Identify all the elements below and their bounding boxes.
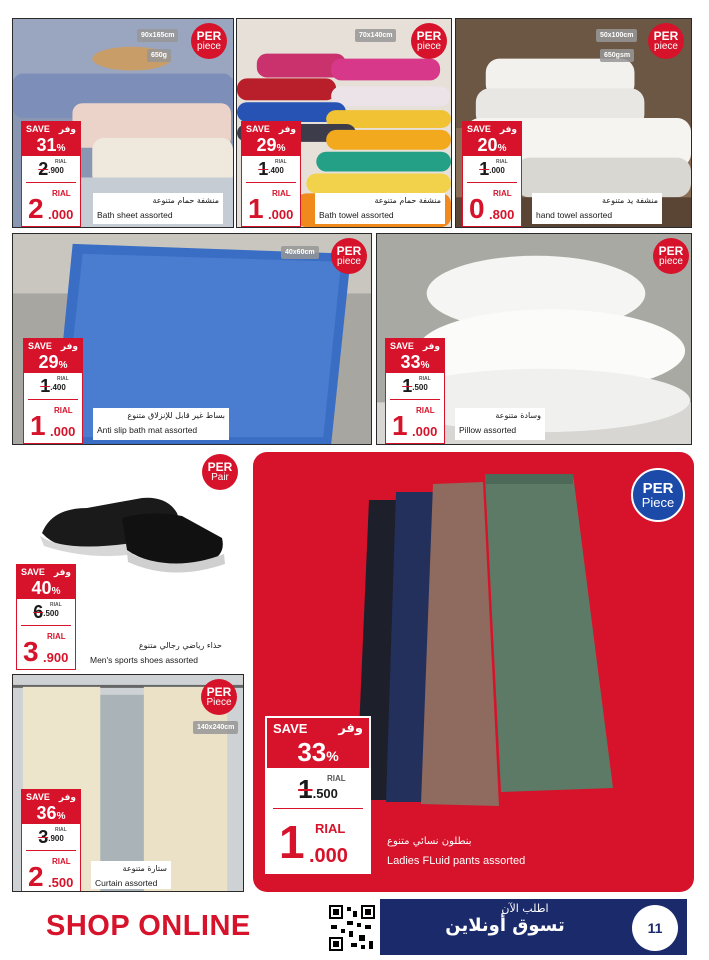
product-bath-mat[interactable]: [12, 233, 372, 445]
price-tag: [21, 789, 81, 892]
save-label-ar: وفر: [58, 123, 76, 134]
size-label: 70x140cm: [355, 29, 396, 42]
new-price: 2 RIAL .500: [28, 857, 74, 892]
name-ar: بساط غير قابل للإنزلاق متنوع: [127, 411, 225, 420]
name-ar: وسادة متنوعة: [495, 411, 541, 420]
save-label-ar: وفر: [499, 123, 517, 134]
save-label-ar: وفر: [58, 791, 76, 802]
save-label-ar: وفر: [60, 340, 78, 351]
save-label: SAVE: [273, 720, 308, 736]
old-price: 3.900 RIAL: [38, 827, 67, 847]
name-ar: ستارة متنوعة: [122, 864, 167, 873]
name-en: Men's sports shoes assorted: [90, 655, 198, 665]
name-ar: بنطلون نسائي متنوع: [387, 836, 472, 847]
product-description: [93, 408, 229, 440]
save-label: SAVE: [246, 124, 270, 134]
name-en: Ladies FLuid pants assorted: [387, 855, 526, 867]
product-description: [86, 638, 226, 670]
product-pillow[interactable]: [376, 233, 692, 445]
size-label: 140x240cm: [193, 721, 238, 734]
price-tag: [241, 121, 301, 227]
product-bath-towel[interactable]: [236, 18, 452, 228]
save-label-ar: وفر: [422, 340, 440, 351]
per-piece-badge: PER Piece: [631, 468, 685, 522]
product-curtain[interactable]: [12, 674, 244, 892]
discount-percent: 20%: [463, 136, 521, 156]
name-en: Anti slip bath mat assorted: [97, 425, 198, 435]
save-label-ar: وفر: [278, 123, 296, 134]
old-price: 1.400 RIAL: [258, 159, 287, 179]
name-en: Bath sheet assorted: [97, 210, 173, 220]
product-description: [532, 193, 662, 224]
size-label: 50x100cm: [596, 29, 637, 42]
discount-percent: 31%: [22, 136, 80, 156]
page-number: 11: [632, 905, 678, 951]
discount-percent: 33%: [386, 353, 444, 373]
name-ar: منشفة حمام متنوعة: [152, 196, 219, 205]
discount-percent: 40%: [17, 579, 75, 599]
product-description: [455, 408, 545, 440]
qr-code-graphic: [327, 903, 377, 953]
old-price: 1.400 RIAL: [40, 376, 69, 396]
name-en: Bath towel assorted: [319, 210, 394, 220]
save-label: SAVE: [390, 341, 414, 351]
save-label: SAVE: [26, 124, 50, 134]
save-label: SAVE: [21, 567, 45, 577]
price-tag: [16, 564, 76, 670]
new-price: 1 RIAL .000: [392, 406, 438, 441]
discount-percent: 33%: [267, 738, 369, 768]
save-label-ar: وفر: [338, 720, 363, 735]
save-label-ar: وفر: [53, 566, 71, 577]
pants-photo: [351, 470, 651, 810]
old-price: 1.500 RIAL: [402, 376, 431, 396]
discount-percent: 29%: [24, 353, 82, 373]
new-price: 1 RIAL .000: [248, 189, 294, 224]
price-tag: [265, 716, 371, 874]
per-piece-badge: PER piece: [191, 23, 227, 59]
new-price: 0 RIAL .800: [469, 189, 515, 224]
save-label: SAVE: [26, 792, 50, 802]
product-bath-sheet[interactable]: [12, 18, 234, 228]
name-en: Pillow assorted: [459, 425, 517, 435]
discount-percent: 29%: [242, 136, 300, 156]
size-label: 90x165cm: [137, 29, 178, 42]
name-en: hand towel assorted: [536, 210, 613, 220]
name-en: Curtain assorted: [95, 878, 158, 888]
price-tag: [462, 121, 522, 227]
save-label: SAVE: [28, 341, 52, 351]
qr-code-icon[interactable]: [324, 900, 380, 956]
new-price: 1 RIAL .000: [30, 406, 76, 441]
shop-online-ar: تسوق أونلاين: [445, 915, 565, 936]
order-now-ar: اطلب الآن: [501, 902, 549, 915]
shoes-photo: [32, 478, 232, 578]
shop-online-label[interactable]: SHOP ONLINE: [46, 910, 251, 942]
per-piece-badge: PER piece: [653, 238, 689, 274]
name-ar: منشفة يد متنوعة: [602, 196, 658, 205]
old-price: 1.500 RIAL: [298, 774, 346, 804]
per-piece-badge: PER piece: [331, 238, 367, 274]
product-pants[interactable]: [253, 452, 694, 892]
size-label: 40x60cm: [281, 246, 319, 259]
per-piece-badge: PER piece: [411, 23, 447, 59]
discount-percent: 36%: [22, 804, 80, 824]
product-shoes[interactable]: [12, 452, 244, 672]
new-price: 1 RIAL .000: [279, 816, 348, 868]
new-price: 3 RIAL .900: [23, 632, 69, 667]
per-piece-badge: PER Piece: [201, 679, 237, 715]
price-tag: [21, 121, 81, 227]
product-hand-towel[interactable]: [455, 18, 692, 228]
name-ar: منشفة حمام متنوعة: [374, 196, 441, 205]
save-label: SAVE: [467, 124, 491, 134]
product-description: [91, 861, 171, 889]
price-tag: [23, 338, 83, 444]
product-description: [387, 836, 587, 867]
weight-label: 650g: [147, 49, 171, 62]
product-description: [315, 193, 445, 224]
new-price: 2 RIAL .000: [28, 189, 74, 224]
weight-label: 650gsm: [600, 49, 634, 62]
name-ar: حذاء رياضي رجالي متنوع: [138, 641, 222, 650]
per-piece-badge: PER piece: [648, 23, 684, 59]
product-description: [93, 193, 223, 224]
old-price: 1.000 RIAL: [479, 159, 508, 179]
old-price: 2.900 RIAL: [38, 159, 67, 179]
per-pair-badge: PER Pair: [202, 454, 238, 490]
price-tag: [385, 338, 445, 444]
old-price: 6.500 RIAL: [33, 602, 62, 622]
